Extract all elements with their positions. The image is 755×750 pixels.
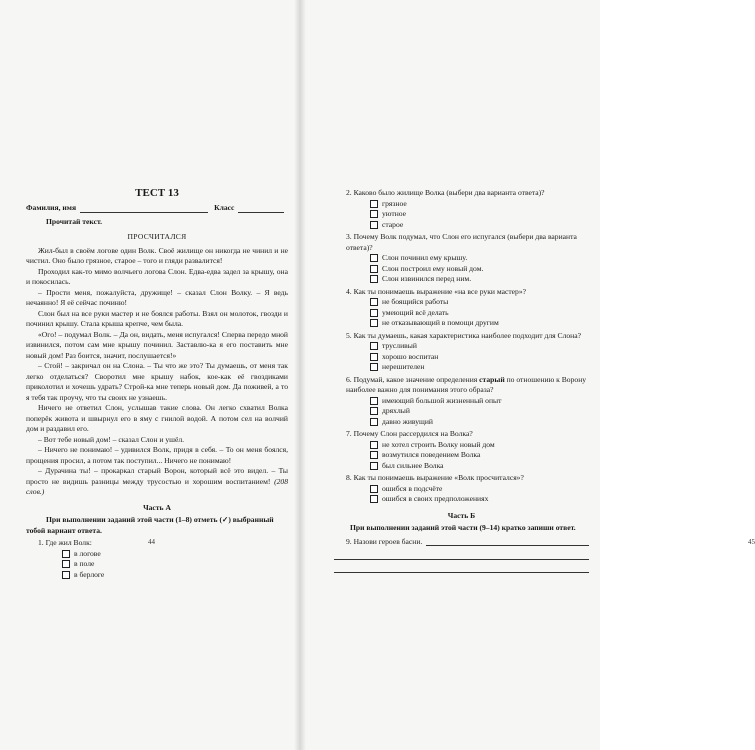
- option-label: был сильнее Волка: [382, 460, 444, 470]
- checkbox[interactable]: [370, 221, 378, 229]
- question-text: 6. Подумай, какое значение определения старый по отношению к Ворону наиболее важно для понимания этого образа?: [346, 374, 587, 394]
- answer-option[interactable]: [370, 264, 589, 275]
- option-label: в берлоге: [74, 569, 105, 579]
- question-3: [334, 232, 589, 285]
- right-page-content: [334, 186, 589, 573]
- option-label: имеющий большой жизненный опыт: [382, 395, 502, 405]
- left-page-content: [26, 186, 288, 580]
- question-1: [26, 538, 288, 580]
- story-title: ПРОСЧИТАЛСЯ: [127, 232, 187, 241]
- name-field[interactable]: [80, 204, 208, 213]
- checkbox[interactable]: [370, 462, 378, 470]
- option-label: не боящийся работы: [382, 297, 449, 306]
- class-label: Класс: [214, 203, 235, 212]
- book-gutter: [294, 0, 306, 750]
- question-9: [334, 537, 589, 548]
- option-label: не отказывающий в помощи другим: [382, 318, 499, 327]
- part-a-instruction: При выполнении заданий этой части (1–8) отметь (✓) выбранный тобой вариант ответа.: [26, 515, 274, 535]
- story-paragraph: – Вот тебе новый дом! – сказал Слон и ушёл.: [38, 434, 185, 444]
- checkbox[interactable]: [370, 275, 378, 283]
- test-title: ТЕСТ 13: [135, 187, 179, 199]
- answer-options: [334, 440, 589, 472]
- answer-option[interactable]: [370, 362, 589, 373]
- page-number: 45: [748, 538, 755, 546]
- answer-options: [334, 484, 589, 505]
- checkbox[interactable]: [370, 200, 378, 208]
- question-4: [334, 287, 589, 329]
- answer-option[interactable]: [370, 461, 589, 472]
- answer-option[interactable]: [370, 406, 589, 417]
- option-label: не хотел строить Волку новый дом: [382, 439, 495, 449]
- option-label: дряхлый: [382, 406, 410, 415]
- answer-option[interactable]: [370, 220, 589, 231]
- answer-options: [334, 341, 589, 373]
- story-paragraph: Ничего не ответил Слон, услышав такие слова. Он легко схватил Волка поперёк живота и швырнул его в яму с гнилой водой. А потом сел на волчий дом и раздавил его.: [26, 403, 288, 433]
- option-label: Слон починил ему крышу.: [382, 253, 468, 262]
- checkbox[interactable]: [370, 254, 378, 262]
- checkbox[interactable]: [370, 210, 378, 218]
- option-label: старое: [382, 219, 404, 229]
- answer-option[interactable]: [370, 417, 589, 428]
- checkbox[interactable]: [370, 485, 378, 493]
- option-label: трусливый: [382, 341, 417, 350]
- answer-option[interactable]: [370, 308, 589, 319]
- story-paragraph: [26, 466, 288, 498]
- part-a-heading: Часть А: [143, 502, 171, 512]
- option-label: Слон извинился перед ним.: [382, 274, 472, 283]
- question-text: 5. Как ты думаешь, какая характеристика наиболее подходит для Слона?: [346, 330, 581, 340]
- option-label: Слон построил ему новый дом.: [382, 263, 484, 273]
- question-list: [334, 188, 589, 505]
- option-label: ошибся в своих предположениях: [382, 494, 489, 503]
- story-paragraph: «Ого! – подумал Волк. – Да он, видать, меня испугался! Сперва передо мной извинился, потом сам мне крышу починил. Заставлю-ка я его поставить мне новый дом! Раз боится, значит, послушается!»: [26, 329, 288, 360]
- answer-line[interactable]: [334, 561, 589, 573]
- checkbox[interactable]: [370, 342, 378, 350]
- option-label: возмутился поведением Волка: [382, 450, 481, 459]
- question-2: [334, 188, 589, 230]
- question-text: 4. Как ты понимаешь выражение «на все руки мастер»?: [346, 286, 526, 296]
- story-paragraph: – Ничего не понимаю! – удивился Волк, придя в себя. – То он меня боялся, прощения просил, а потом так поступил... Ничего не понимаю!: [26, 445, 288, 465]
- answer-option[interactable]: [370, 253, 589, 264]
- checkbox[interactable]: [370, 353, 378, 361]
- word-count: (208 слов.): [26, 476, 288, 496]
- story-paragraph: – Стой! – закричал он на Слона. – Ты что же это? Ты думаешь, от меня так легко отделаться? Своротил мне крышу набок, кое-как её гвоздиками приколотил и хочешь удрать? Строй-ка мне теперь новый дом. Да поживей, а то я тебя так проучу, что ты своих не узнаешь.: [26, 361, 288, 402]
- checkbox[interactable]: [370, 418, 378, 426]
- answer-options: [334, 396, 589, 428]
- checkbox[interactable]: [370, 298, 378, 306]
- option-label: в логове: [74, 548, 101, 558]
- read-instruction: Прочитай текст.: [46, 216, 102, 226]
- option-label: нерешителен: [382, 362, 425, 371]
- name-class-row: [26, 203, 288, 214]
- answer-option[interactable]: [370, 396, 589, 407]
- checkbox[interactable]: [370, 451, 378, 459]
- question-6: [334, 375, 589, 428]
- checkbox[interactable]: [62, 560, 70, 568]
- story-paragraph-text: – Дурачина ты! – прокаркал старый Ворон, который всё это видел. – Ты просто не видишь разницы между трусостью и хорошим воспитанием!: [26, 466, 288, 486]
- option-label: умеющий всё делать: [382, 307, 449, 317]
- answer-option[interactable]: [370, 352, 589, 363]
- option-label: хорошо воспитан: [382, 351, 439, 361]
- answer-options: [26, 549, 288, 581]
- question-text: 9. Назови героев басни.: [346, 536, 423, 546]
- story-text: [26, 246, 288, 498]
- answer-option[interactable]: [370, 341, 589, 352]
- answer-option[interactable]: [370, 274, 589, 285]
- checkbox[interactable]: [370, 319, 378, 327]
- checkbox[interactable]: [370, 265, 378, 273]
- checkbox[interactable]: [370, 363, 378, 371]
- answer-line[interactable]: [426, 537, 589, 546]
- answer-options: [334, 199, 589, 231]
- checkbox[interactable]: [62, 571, 70, 579]
- name-label: Фамилия, имя: [26, 203, 77, 212]
- question-text: 8. Как ты понимаешь выражение «Волк просчитался»?: [346, 473, 524, 482]
- question-7: [334, 429, 589, 471]
- answer-option[interactable]: [370, 209, 589, 220]
- answer-option[interactable]: [370, 494, 589, 505]
- page-number: 44: [148, 538, 155, 546]
- answer-option[interactable]: [370, 450, 589, 461]
- checkbox[interactable]: [370, 397, 378, 405]
- question-text: 3. Почему Волк подумал, что Слон его испугался (выбери два варианта ответа)?: [346, 232, 577, 252]
- answer-options: [334, 253, 589, 285]
- option-label: в поле: [74, 559, 95, 568]
- question-text: 2. Каково было жилище Волка (выбери два варианта ответа)?: [346, 188, 545, 197]
- answer-options: [334, 297, 589, 329]
- answer-option[interactable]: [370, 199, 589, 210]
- class-field[interactable]: [238, 204, 284, 213]
- part-b-instruction: При выполнении заданий этой части (9–14) кратко запиши ответ.: [350, 523, 576, 532]
- option-label: уютное: [382, 209, 407, 218]
- checkbox[interactable]: [370, 309, 378, 317]
- answer-option[interactable]: [62, 549, 288, 560]
- part-b-heading: Часть Б: [447, 510, 476, 520]
- answer-option[interactable]: [370, 318, 589, 329]
- answer-option[interactable]: [370, 484, 589, 495]
- emphasized-word: старый: [479, 374, 505, 384]
- answer-option[interactable]: [370, 297, 589, 308]
- story-paragraph: Слон был на все руки мастер и не боялся работы. Взял он молоток, гвозди и починил крышу. Стала крыша крепче, чем была.: [26, 308, 288, 328]
- option-label: ошибся в подсчёте: [382, 483, 443, 493]
- question-5: [334, 331, 589, 373]
- checkbox[interactable]: [370, 495, 378, 503]
- checkbox[interactable]: [62, 550, 70, 558]
- option-label: давно живущий: [382, 416, 433, 426]
- question-8: [334, 473, 589, 505]
- checkbox[interactable]: [370, 407, 378, 415]
- answer-option[interactable]: [62, 559, 288, 570]
- question-text: 1. Где жил Волк:: [38, 538, 92, 547]
- left-page: [0, 0, 300, 750]
- option-label: грязное: [382, 198, 407, 208]
- answer-line[interactable]: [334, 548, 589, 560]
- story-paragraph: Проходил как-то мимо волчьего логова Слон. Едва-едва задел за крышу, она и покосилась.: [26, 266, 288, 286]
- answer-option[interactable]: [370, 440, 589, 451]
- story-paragraph: – Прости меня, пожалуйста, дружище! – сказал Слон Волку. – Я ведь нечаянно! Я её сейчас починю!: [26, 287, 288, 307]
- answer-option[interactable]: [62, 570, 288, 581]
- question-text: 7. Почему Слон рассердился на Волка?: [346, 429, 473, 438]
- story-paragraph: Жил-был в своём логове один Волк. Своё жилище он никогда не чинил и не чистил. Оно было грязное, старое – того и гляди развалится!: [26, 245, 288, 265]
- checkbox[interactable]: [370, 441, 378, 449]
